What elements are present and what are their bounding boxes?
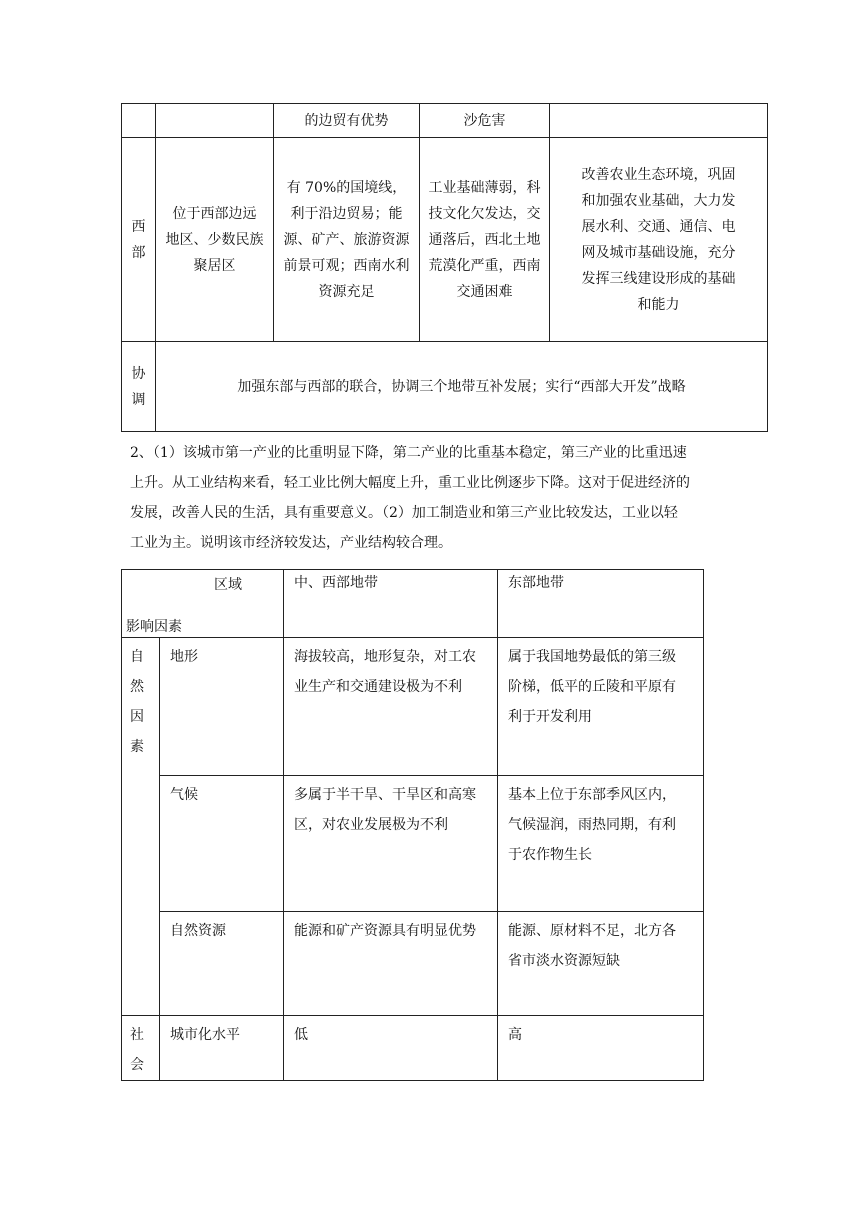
text-line: 源、矿产、旅游资源 bbox=[283, 231, 410, 248]
text-line: 利于沿边贸易；能 bbox=[290, 205, 403, 222]
label-char: 协 bbox=[131, 365, 146, 382]
group-label-social bbox=[122, 1016, 160, 1081]
text-line: 有 70%的国境线， bbox=[286, 179, 407, 196]
coordination-label bbox=[122, 342, 156, 432]
text-line: 能源和矿产资源具有明显优势 bbox=[294, 923, 476, 939]
text-line: 工业为主。说明该市经济较发达，产业结构较合理。 bbox=[130, 535, 452, 551]
text-line: 海拔较高，地形复杂，对工农 bbox=[294, 649, 476, 665]
text-line: 和能力 bbox=[637, 296, 680, 313]
text-line: 省市淡水资源短缺 bbox=[508, 953, 620, 969]
east-cell: 高 bbox=[498, 1016, 704, 1081]
group-label-natural bbox=[122, 638, 160, 1016]
table-cell-empty bbox=[550, 104, 768, 138]
east-cell bbox=[498, 912, 704, 1016]
group-char: 自 bbox=[130, 649, 144, 665]
group-char: 社 bbox=[130, 1027, 144, 1043]
mid-west-cell: 低 bbox=[284, 1016, 498, 1081]
text-line: 阶梯，低平的丘陵和平原有 bbox=[508, 679, 676, 695]
text-line: 多属于半干旱、干旱区和高寒 bbox=[294, 787, 476, 803]
region-label-west bbox=[122, 138, 156, 342]
group-char: 因 bbox=[130, 709, 144, 725]
text-line: 工业基础薄弱，科 bbox=[428, 179, 541, 196]
group-char: 素 bbox=[130, 739, 144, 755]
table-row bbox=[122, 638, 704, 776]
header-factors: 影响因素 bbox=[126, 619, 182, 635]
text-line: 技文化欠发达，交 bbox=[428, 205, 541, 222]
header-region: 区域 bbox=[214, 577, 242, 593]
text-line: 上升。从工业结构来看，轻工业比例大幅度上升，重工业比例逐步下降。这对于促进经济的 bbox=[130, 475, 690, 491]
coordination-text: 加强东部与西部的联合，协调三个地带互补发展；实行“西部大开发”战略 bbox=[156, 342, 768, 432]
regional-factors-table bbox=[121, 569, 704, 1081]
text-line: 和加强农业基础，大力发 bbox=[581, 192, 736, 209]
factor-cell: 气候 bbox=[160, 776, 284, 912]
text-line: 网及城市基础设施，充分 bbox=[581, 244, 736, 261]
east-cell bbox=[498, 776, 704, 912]
group-char: 会 bbox=[130, 1057, 144, 1073]
problems-cell bbox=[420, 138, 550, 342]
west-region-table bbox=[121, 103, 768, 432]
text-line: 资源充足 bbox=[318, 283, 375, 300]
text-line: 属于我国地势最低的第三级 bbox=[508, 649, 676, 665]
label-char: 调 bbox=[131, 391, 146, 408]
text-line: 发挥三线建设形成的基础 bbox=[581, 270, 736, 287]
table-cell: 沙危害 bbox=[420, 104, 550, 138]
mid-west-cell bbox=[284, 776, 498, 912]
text-line: 于农作物生长 bbox=[508, 847, 592, 863]
answer-2-paragraph bbox=[130, 438, 740, 558]
text-line: 发展，改善人民的生活，具有重要意义。（2）加工制造业和第三产业比较发达，工业以轻 bbox=[130, 505, 678, 521]
table-row-coordination bbox=[122, 342, 768, 432]
text-line: 前景可观；西南水利 bbox=[283, 257, 410, 274]
group-char: 然 bbox=[130, 679, 144, 695]
mid-west-cell bbox=[284, 912, 498, 1016]
text-line: 气候湿润，雨热同期，有利 bbox=[508, 817, 676, 833]
text-line: 交通困难 bbox=[456, 283, 513, 300]
region-char: 西 bbox=[131, 218, 146, 235]
text-line: 聚居区 bbox=[193, 257, 236, 274]
mid-west-cell bbox=[284, 638, 498, 776]
location-cell bbox=[156, 138, 274, 342]
text-line: 展水利、交通、通信、电 bbox=[581, 218, 736, 235]
text-line: 基本上位于东部季风区内， bbox=[508, 787, 676, 803]
text-line: 改善农业生态环境，巩固 bbox=[581, 166, 736, 183]
table-row bbox=[122, 776, 704, 912]
text-line: 区，对农业发展极为不利 bbox=[294, 817, 448, 833]
text-line: 通落后，西北土地 bbox=[428, 231, 541, 248]
text-line: 能源、原材料不足，北方各 bbox=[508, 923, 676, 939]
table-row bbox=[122, 912, 704, 1016]
table-row bbox=[122, 1016, 704, 1081]
column-header-mid-west: 中、西部地带 bbox=[284, 570, 498, 638]
table-row bbox=[122, 104, 768, 138]
region-char: 部 bbox=[131, 244, 146, 261]
table-header-row bbox=[122, 570, 704, 638]
diagonal-header-cell bbox=[122, 570, 284, 638]
advantages-cell bbox=[274, 138, 420, 342]
factor-cell: 地形 bbox=[160, 638, 284, 776]
table-cell: 的边贸有优势 bbox=[274, 104, 420, 138]
text-line: 位于西部边远 bbox=[172, 205, 257, 222]
table-row-west bbox=[122, 138, 768, 342]
table-cell-empty bbox=[156, 104, 274, 138]
factor-cell: 城市化水平 bbox=[160, 1016, 284, 1081]
factor-cell: 自然资源 bbox=[160, 912, 284, 1016]
text-line: 利于开发利用 bbox=[508, 709, 592, 725]
measures-cell bbox=[550, 138, 768, 342]
text-line: 2、（1）该城市第一产业的比重明显下降，第二产业的比重基本稳定，第三产业的比重迅速 bbox=[130, 445, 687, 461]
text-line: 业生产和交通建设极为不利 bbox=[294, 679, 462, 695]
text-line: 地区、少数民族 bbox=[165, 231, 264, 248]
column-header-east: 东部地带 bbox=[498, 570, 704, 638]
text-line: 荒漠化严重，西南 bbox=[428, 257, 541, 274]
table-cell-empty bbox=[122, 104, 156, 138]
east-cell bbox=[498, 638, 704, 776]
